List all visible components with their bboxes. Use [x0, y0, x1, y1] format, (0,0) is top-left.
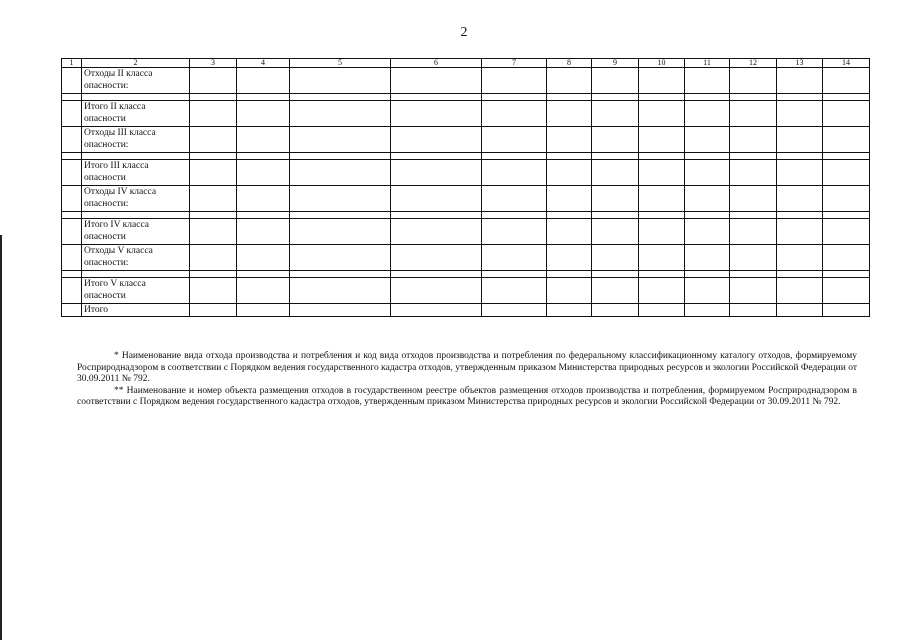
row-label: Отходы IV класса опасности: — [82, 186, 190, 212]
table-cell — [190, 127, 237, 153]
row-label: Итого II класса опасности — [82, 101, 190, 127]
table-cell — [190, 219, 237, 245]
table-cell — [685, 127, 730, 153]
table-cell — [639, 278, 685, 304]
table-cell — [482, 186, 547, 212]
table-cell — [823, 271, 870, 278]
table-cell — [237, 271, 290, 278]
table-row — [62, 101, 870, 127]
table-cell — [190, 94, 237, 101]
table-cell — [190, 68, 237, 94]
table-cell — [290, 127, 391, 153]
row-label: Отходы II класса опасности: — [82, 68, 190, 94]
table-cell — [547, 68, 592, 94]
table-cell — [237, 219, 290, 245]
table-cell — [547, 160, 592, 186]
table-cell — [482, 68, 547, 94]
table-cell — [639, 68, 685, 94]
table-cell — [777, 153, 823, 160]
table-cell — [237, 245, 290, 271]
table-cell — [547, 271, 592, 278]
table-cell — [482, 127, 547, 153]
table-cell — [547, 94, 592, 101]
table-cell — [290, 304, 391, 317]
table-cell — [482, 101, 547, 127]
table-cell — [730, 278, 777, 304]
row-label: Итого V класса опасности — [82, 278, 190, 304]
row-label: Итого III класса опасности — [82, 160, 190, 186]
table-cell — [391, 278, 482, 304]
table-cell — [685, 219, 730, 245]
table-cell — [592, 153, 639, 160]
table-cell — [391, 160, 482, 186]
table-row — [62, 212, 870, 219]
table-cell — [639, 212, 685, 219]
table-cell — [730, 304, 777, 317]
table-row — [62, 304, 870, 317]
table-cell — [823, 278, 870, 304]
table-cell — [639, 94, 685, 101]
row-label — [82, 212, 190, 219]
table-cell — [730, 94, 777, 101]
table-cell — [730, 127, 777, 153]
table-cell — [685, 94, 730, 101]
table-cell — [547, 245, 592, 271]
table-cell — [685, 212, 730, 219]
table-cell — [823, 186, 870, 212]
table-cell — [823, 219, 870, 245]
table-cell — [777, 68, 823, 94]
header-row — [62, 59, 870, 68]
row-label: Итого IV класса опасности — [82, 219, 190, 245]
table-cell — [685, 160, 730, 186]
table-cell — [547, 219, 592, 245]
table-cell — [823, 160, 870, 186]
table-row — [62, 68, 870, 94]
table-cell — [592, 127, 639, 153]
table-cell — [592, 68, 639, 94]
row-label: Отходы III класса опасности: — [82, 127, 190, 153]
column-header: 1 — [62, 59, 82, 68]
table-cell — [62, 127, 82, 153]
table-cell — [482, 94, 547, 101]
table-cell — [391, 245, 482, 271]
table-cell — [62, 186, 82, 212]
table-cell — [237, 278, 290, 304]
table-cell — [290, 186, 391, 212]
table-cell — [482, 219, 547, 245]
table-cell — [777, 212, 823, 219]
table-cell — [823, 101, 870, 127]
table-cell — [482, 153, 547, 160]
table-cell — [62, 101, 82, 127]
table-row — [62, 94, 870, 101]
table-cell — [777, 94, 823, 101]
table-cell — [685, 68, 730, 94]
table-cell — [237, 186, 290, 212]
table-cell — [391, 68, 482, 94]
column-header: 7 — [482, 59, 547, 68]
column-header: 2 — [82, 59, 190, 68]
table-cell — [547, 186, 592, 212]
column-header: 14 — [823, 59, 870, 68]
table-cell — [730, 101, 777, 127]
table-cell — [823, 153, 870, 160]
table-cell — [391, 153, 482, 160]
table-cell — [685, 153, 730, 160]
table-cell — [237, 68, 290, 94]
table-cell — [237, 153, 290, 160]
table-cell — [592, 160, 639, 186]
table-cell — [823, 212, 870, 219]
table-cell — [730, 219, 777, 245]
column-header: 12 — [730, 59, 777, 68]
table-cell — [391, 127, 482, 153]
table-row — [62, 160, 870, 186]
column-header: 8 — [547, 59, 592, 68]
table-cell — [290, 219, 391, 245]
table-cell — [685, 278, 730, 304]
table-cell — [685, 101, 730, 127]
table-cell — [62, 245, 82, 271]
table-cell — [639, 101, 685, 127]
table-cell — [777, 271, 823, 278]
table-cell — [592, 219, 639, 245]
table-cell — [391, 186, 482, 212]
table-row — [62, 127, 870, 153]
table-cell — [62, 68, 82, 94]
table-cell — [190, 271, 237, 278]
column-header: 11 — [685, 59, 730, 68]
table-cell — [190, 153, 237, 160]
table-cell — [592, 94, 639, 101]
row-label: Итого — [82, 304, 190, 317]
table-cell — [639, 271, 685, 278]
column-header: 5 — [290, 59, 391, 68]
table-cell — [823, 127, 870, 153]
row-label — [82, 94, 190, 101]
table-cell — [391, 304, 482, 317]
table-cell — [777, 186, 823, 212]
table-cell — [62, 278, 82, 304]
table-cell — [639, 219, 685, 245]
table-cell — [777, 278, 823, 304]
table-cell — [823, 304, 870, 317]
table-cell — [482, 271, 547, 278]
table-cell — [190, 101, 237, 127]
table-cell — [823, 68, 870, 94]
table-cell — [482, 304, 547, 317]
table-cell — [592, 304, 639, 317]
table-cell — [777, 127, 823, 153]
table-cell — [62, 271, 82, 278]
table-cell — [482, 160, 547, 186]
table-cell — [730, 68, 777, 94]
table-cell — [639, 304, 685, 317]
table-cell — [237, 127, 290, 153]
table-cell — [823, 245, 870, 271]
table-cell — [730, 160, 777, 186]
table-row — [62, 245, 870, 271]
table-cell — [391, 212, 482, 219]
table-cell — [62, 304, 82, 317]
table-cell — [237, 101, 290, 127]
table-cell — [482, 245, 547, 271]
table-cell — [547, 212, 592, 219]
table-cell — [482, 278, 547, 304]
table-row — [62, 271, 870, 278]
table-cell — [547, 304, 592, 317]
table-cell — [685, 245, 730, 271]
column-header: 6 — [391, 59, 482, 68]
table-cell — [547, 101, 592, 127]
table-cell — [639, 186, 685, 212]
table-cell — [730, 212, 777, 219]
table-cell — [639, 160, 685, 186]
table-cell — [190, 160, 237, 186]
table-cell — [592, 245, 639, 271]
table-cell — [547, 127, 592, 153]
table-cell — [290, 212, 391, 219]
table-cell — [391, 219, 482, 245]
table-cell — [290, 271, 391, 278]
table-cell — [290, 68, 391, 94]
table-row — [62, 278, 870, 304]
footnotes — [77, 351, 857, 409]
table-cell — [592, 186, 639, 212]
table-cell — [685, 271, 730, 278]
table-row — [62, 153, 870, 160]
table-cell — [777, 245, 823, 271]
table-cell — [391, 94, 482, 101]
table-cell — [592, 271, 639, 278]
table-cell — [237, 212, 290, 219]
column-header: 4 — [237, 59, 290, 68]
table-cell — [237, 160, 290, 186]
table-cell — [639, 127, 685, 153]
table-cell — [777, 304, 823, 317]
column-header: 9 — [592, 59, 639, 68]
table-cell — [592, 278, 639, 304]
table-cell — [391, 101, 482, 127]
row-label — [82, 271, 190, 278]
column-header: 3 — [190, 59, 237, 68]
table-cell — [685, 186, 730, 212]
table-cell — [547, 278, 592, 304]
table-cell — [639, 153, 685, 160]
table-cell — [62, 94, 82, 101]
table-row — [62, 219, 870, 245]
table-cell — [777, 101, 823, 127]
table-cell — [237, 94, 290, 101]
table-cell — [592, 101, 639, 127]
table-cell — [290, 278, 391, 304]
table-cell — [62, 212, 82, 219]
table-cell — [685, 304, 730, 317]
waste-table — [61, 58, 870, 317]
table-cell — [547, 153, 592, 160]
table-row — [62, 186, 870, 212]
table-cell — [62, 160, 82, 186]
table-cell — [62, 219, 82, 245]
table-cell — [639, 245, 685, 271]
table-cell — [592, 212, 639, 219]
table-cell — [190, 278, 237, 304]
table-cell — [482, 212, 547, 219]
row-label: Отходы V класса опасности: — [82, 245, 190, 271]
table-cell — [290, 160, 391, 186]
table-cell — [290, 101, 391, 127]
table-cell — [730, 186, 777, 212]
table-cell — [190, 245, 237, 271]
table-cell — [190, 304, 237, 317]
scan-edge-mark — [0, 235, 2, 640]
page-number: 2 — [460, 25, 468, 40]
table-cell — [237, 304, 290, 317]
footnote-2: ** Наименование и номер объекта размещения отходов в государственном реестре объектов размещения отходов производства и потребления, формируемом Росприроднадзором в соответствии с Порядком ведения государственного кадастра отходов, утвержденным приказом Министерства природных ресурсов и экологии Российской Федерации от 30.09.2011 № 792. — [77, 385, 857, 407]
column-header: 13 — [777, 59, 823, 68]
table-cell — [290, 153, 391, 160]
table-cell — [730, 153, 777, 160]
table-cell — [290, 94, 391, 101]
table-cell — [777, 219, 823, 245]
column-header: 10 — [639, 59, 685, 68]
footnote-1: * Наименование вида отхода производства и потребления и код вида отходов производства и потребления по федеральному классификационному каталогу отходов, формируемому Росприроднадзором в соответствии с Порядком ведения государственного кадастра отходов, утвержденным приказом Министерства природных ресурсов и экологии Российской Федерации от 30.09.2011 № 792. — [77, 351, 857, 384]
row-label — [82, 153, 190, 160]
table-cell — [190, 186, 237, 212]
table-cell — [391, 271, 482, 278]
table-cell — [190, 212, 237, 219]
table-cell — [730, 271, 777, 278]
table-cell — [290, 245, 391, 271]
table-cell — [823, 94, 870, 101]
table-cell — [62, 153, 82, 160]
table-cell — [777, 160, 823, 186]
table-cell — [730, 245, 777, 271]
